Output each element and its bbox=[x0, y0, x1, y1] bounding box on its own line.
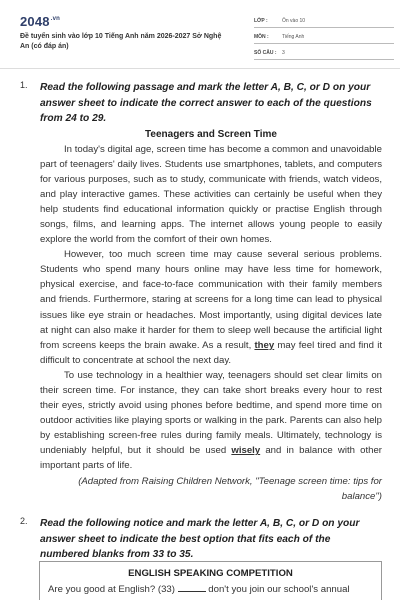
question-number: 2. bbox=[20, 516, 28, 526]
passage-source: (Adapted from Raising Children Network, "Teenage screen time: tips for balance") bbox=[78, 475, 382, 502]
question-number: 1. bbox=[20, 80, 28, 90]
reading-passage bbox=[40, 127, 382, 504]
notice-title: ENGLISH SPEAKING COMPETITION bbox=[128, 568, 293, 579]
passage-paragraph bbox=[40, 368, 382, 474]
meta-label: LỚP : bbox=[254, 18, 268, 24]
site-logo[interactable] bbox=[20, 14, 60, 29]
referent-word: wisely bbox=[231, 445, 261, 457]
passage-paragraph bbox=[40, 247, 382, 368]
meta-value: 3 bbox=[282, 50, 285, 56]
meta-row-class bbox=[254, 15, 394, 28]
paragraph-text: However, too much screen time may cause several serious problems. Students who spend many hours online may have less time for homework, physical exercise, and face-to-face communication with their family members and friends. Furthermore, staring at screens for a long time can lead to physical issues like eye strain or headaches. Most importantly, using digital devices late at night can also make it harder for them to sleep well because the artificial light from screens keeps the brain awake. As a result, bbox=[40, 249, 382, 351]
question-instruction: Read the following passage and mark the letter A, B, C, or D on your answer sheet to indicate the correct answer to each of the questions from 24 to 29. bbox=[40, 82, 372, 124]
question-instruction: Read the following notice and mark the letter A, B, C, or D on your answer sheet to indicate the best option that fits each of the numbered blanks from 33 to 35. bbox=[40, 518, 360, 560]
paragraph-text: To use technology in a healthier way, teenagers should set clear limits on their screen time. For instance, they can take short breaks every hour to rest their eyes, strictly avoid using phones before bedtime, and spend more time on outdoor activities like playing sports or walking in the park. Parents can also help by establishing screen-free rules during family meals. Ultimately, technology is undeniably helpful, but it should be used bbox=[40, 369, 382, 457]
logo-text: 2048 bbox=[20, 14, 50, 29]
document-meta bbox=[254, 15, 394, 60]
meta-label: MÔN : bbox=[254, 34, 269, 40]
notice-box bbox=[39, 561, 382, 600]
paragraph-text: and in balance with other important parts of life. bbox=[40, 445, 382, 472]
notice-text bbox=[40, 582, 381, 597]
answer-blank bbox=[178, 584, 206, 592]
document-title: Đề tuyển sinh vào lớp 10 Tiếng Anh năm 2026-2027 Sở Nghệ An (có đáp án) bbox=[20, 33, 222, 50]
passage-paragraph: In today's digital age, screen time has become a common and unavoidable part of teenagers' daily lives. Students use smartphones, tablets, and computers for various purposes, such as to study, communicate with friends, watch videos, and play interactive games. These activities can certainly be useful when they help students find educational information quickly or practise English through songs, films, and learning apps. The internet allows young people to easily explore the world from the comfort of their own homes. bbox=[40, 143, 382, 246]
meta-label: SỐ CÂU : bbox=[254, 50, 277, 56]
header-divider bbox=[0, 68, 400, 69]
meta-row-subject bbox=[254, 31, 394, 44]
passage-title: Teenagers and Screen Time bbox=[145, 128, 277, 140]
paragraph-text: may feel tired and find it difficult to concentrate at school the next day. bbox=[40, 339, 382, 366]
notice-text-part: Are you good at English? (33) bbox=[48, 584, 178, 595]
notice-text-part: don't you join our school's annual bbox=[205, 584, 350, 595]
meta-row-count bbox=[254, 47, 394, 60]
meta-value: Ôn vào 10 bbox=[282, 18, 306, 24]
question-2 bbox=[20, 516, 382, 563]
referent-word: they bbox=[254, 339, 275, 351]
question-1 bbox=[20, 80, 382, 504]
logo-tld: .vn bbox=[50, 16, 61, 22]
meta-value: Tiếng Anh bbox=[282, 34, 305, 40]
document-header bbox=[0, 0, 400, 64]
